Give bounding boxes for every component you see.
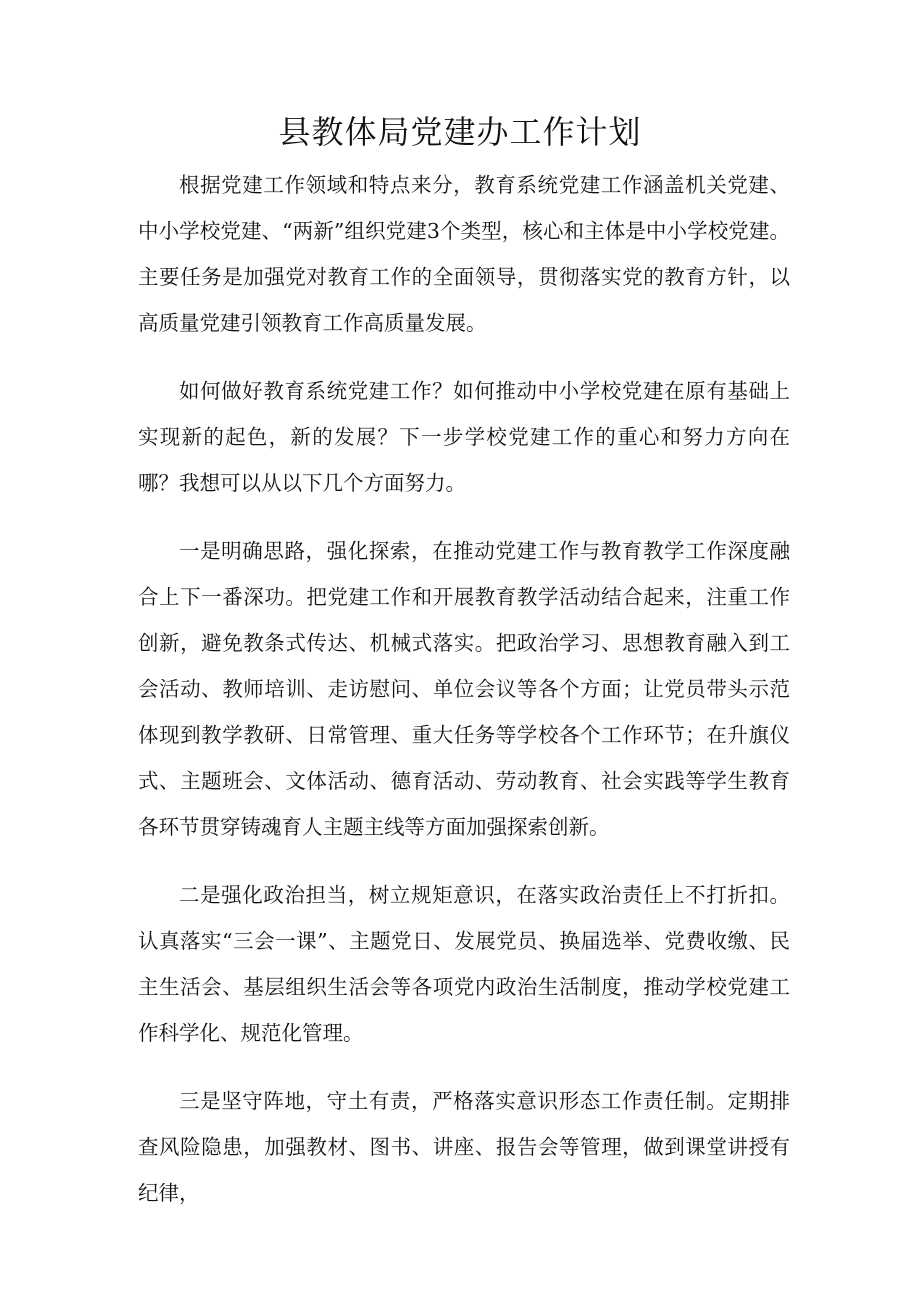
paragraph-question: 如何做好教育系统党建工作？如何推动中小学校党建在原有基础上实现新的起色，新的发展？下一步学校党建工作的重心和努力方向在哪？我想可以从以下几个方面努力。 (138, 379, 790, 495)
paragraph-point-three: 三是坚守阵地，守土有责，严格落实意识形态工作责任制。定期排查风险隐患，加强教材、图书、讲座、报告会等管理，做到课堂讲授有纪律， (138, 1089, 790, 1205)
paragraph-intro: 根据党建工作领域和特点来分，教育系统党建工作涵盖机关党建、中小学校党建、“两新”组织党建3个类型，核心和主体是中小学校党建。主要任务是加强党对教育工作的全面领导，贯彻落实党的教育方针，以高质量党建引领教育工作高质量发展。 (138, 173, 790, 335)
paragraph-point-two: 二是强化政治担当，树立规矩意识，在落实政治责任上不打折扣。认真落实“三会一课”、主题党日、发展党员、换届选举、党费收缴、民主生活会、基层组织生活会等各项党内政治生活制度，推动学校党建工作科学化、规范化管理。 (138, 883, 790, 1045)
paragraph-point-one: 一是明确思路，强化探索，在推动党建工作与教育教学工作深度融合上下一番深功。把党建工作和开展教育教学活动结合起来，注重工作创新，避免教条式传达、机械式落实。把政治学习、思想教育融入到工会活动、教师培训、走访慰问、单位会议等各个方面；让党员带头示范体现到教学教研、日常管理、重大任务等学校各个工作环节；在升旗仪式、主题班会、文体活动、德育活动、劳动教育、社会实践等学生教育各环节贯穿铸魂育人主题主线等方面加强探索创新。 (138, 539, 790, 839)
document-body (138, 162, 790, 1238)
document-title: 县教体局党建办工作计划 (278, 113, 642, 151)
